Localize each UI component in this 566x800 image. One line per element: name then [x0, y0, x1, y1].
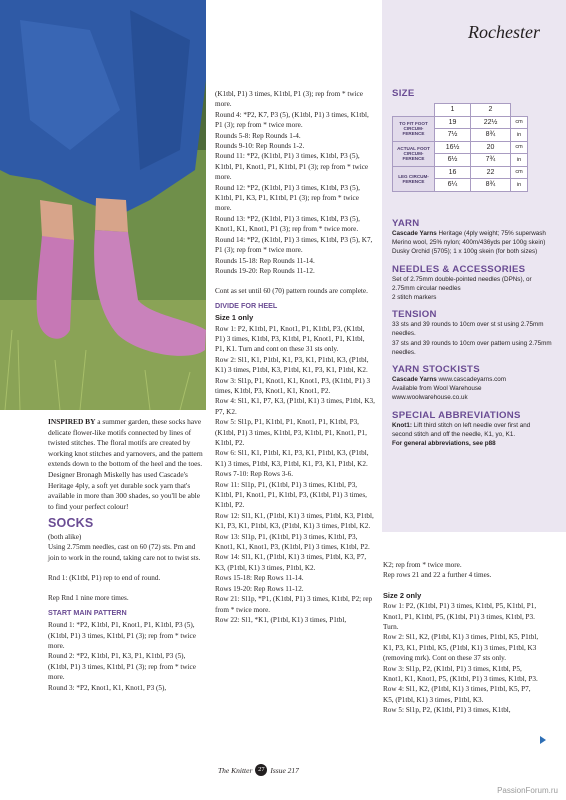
heel-row: Row 2: Sl1, K2, (P1tbl, K1) 3 times, P1tbl, K5, P1tbl, K1, P3, K1, P1tbl, K5, (P1tbl, K1) 3 times, P1tbl, K3 (removing mrk). Cont on these 37 sts only.	[383, 633, 539, 663]
size-cell: 7¾	[471, 154, 511, 167]
size-cell: 6½	[435, 154, 471, 167]
heel-row: Row 11: Sl1p, P1, (K1tbl, P1) 3 times, K1tbl, P3, K1tbl, P1, Knot1, P1, K1tbl, P3, (K1tbl, P1) 3 times, K1tbl, P2.	[215, 480, 367, 510]
pattern-line: Rounds 19-20: Rep Rounds 11-12.	[215, 266, 315, 275]
abbr-term: Knot1:	[392, 421, 412, 429]
size-cell: 22½	[471, 116, 511, 129]
heel-row: Row 6: Sl1, K1, P1tbl, K1, P3, K1, P1tbl, K3, (P1tbl, K1) 3 times, P1tbl, K3, P1tbl, K1, P3, K1, P1tbl, K2.	[215, 449, 369, 468]
column-pattern	[215, 89, 375, 625]
size-row-label: ACTUAL FOOT CIRCUM-FERENCE	[393, 141, 435, 166]
heel-row: Row 2: Sl1, K1, P1tbl, K1, P3, K1, P1tbl, K3, (P1tbl, K1) 3 times, P1tbl, K3, P1tbl, K1, P3, K1, P1tbl, K2.	[215, 355, 369, 375]
watermark: PassionForum.ru	[497, 786, 558, 795]
size-table	[392, 103, 528, 192]
magazine-name: The Knitter	[218, 765, 253, 775]
size2-heading: Size 2 only	[383, 590, 422, 600]
pattern-line: Round 13: *P2, (K1tbl, P1) 3 times, K1tbl, P3 (5), Knot1, K1, Knot1, P1 (3); rep from * twice more.	[215, 214, 360, 234]
size-cell: 7½	[435, 129, 471, 142]
heel-row: Row 1: P2, K1tbl, P1, Knot1, P1, K1tbl, P3, (K1tbl, P1) 3 times, K1tbl, P3, K1tbl, P1, Knot1, P1, K1tbl, P1, K1. Turn and cont on these 31 sts only.	[215, 324, 365, 354]
pattern-line: Cont as set until 60 (70) pattern rounds are complete.	[215, 287, 368, 296]
heel-row: Rows 7-10: Rep Rows 3-6.	[215, 470, 294, 479]
size-cell: 19	[435, 116, 471, 129]
heel-row: Rows 15-18: Rep Rows 11-14.	[215, 574, 304, 583]
pattern-line: Round 11: *P2, (K1tbl, P1) 3 times, K1tbl, P3 (5), K1tbl, P1, Knot1, P1, K1tbl, P1 (3); rep from * twice more.	[215, 152, 369, 182]
stockists-url2[interactable]: www.woolwarehouse.co.uk	[392, 394, 468, 402]
pattern-line: (K1tbl, P1) 3 times, K1tbl, P1 (3); rep from * twice more.	[215, 90, 363, 109]
heel-row: Row 5: Sl1p, P2, (K1tbl, P1) 3 times, K1tbl,	[383, 706, 511, 715]
pattern-line: Round 4: *P2, K7, P3 (5), (K1tbl, P1) 3 times, K1tbl, P1 (3); rep from * twice more.	[215, 110, 369, 130]
issue-number: Issue 217	[270, 765, 299, 775]
markers-text: 2 stitch markers	[392, 294, 437, 302]
size-unit: in	[511, 154, 528, 167]
yarn-heading: YARN	[392, 218, 420, 229]
heel-row: Row 5: Sl1p, P1, K1tbl, P1, Knot1, P1, K1tbl, P3, (K1tbl, P1) 3 times, K1tbl, P3, K1tbl, P1, Knot1, P1, K1tbl, P2.	[215, 418, 367, 447]
yarn-colour: Dusky Orchid (5705); 1 x 100g skein (for both sizes)	[392, 248, 538, 256]
intro-text: a summer garden, these socks have delicate flower-like motifs connected by lines of twisted stitches. The floral motifs are created by working knot stitches and yarnovers, and the pattern extends down to the bottom of the heel and the toes. Designer Bronagh Miskelly has used Cascade's Heritage 4ply, a soft yet durable sock yarn that's available in more than 300 shades, so you'll be able to find your perfect colour!	[48, 417, 203, 511]
size-col-2: 2	[471, 104, 511, 117]
size-col-1: 1	[435, 104, 471, 117]
stockists-available: Available from Wool Warehouse	[392, 385, 482, 393]
heel-row: Row 4: Sl1, K2, (P1tbl, K1) 3 times, P1tbl, K5, P7, K5, (P1tbl, K1) 3 times, P1tbl, K3.	[383, 685, 531, 704]
socks-heading: SOCKS	[48, 516, 94, 531]
abbreviation-knot1	[392, 421, 552, 439]
sidebar-details	[392, 218, 552, 448]
column-size2	[383, 560, 541, 716]
pattern-title: Rochester	[468, 22, 540, 42]
yarn-desc: Heritage (4ply weight; 75% superwash Merino wool, 25% nylon; 400m/436yds per 100g skein)	[392, 230, 546, 247]
size-row-label: TO FIT FOOT CIRCUM-FERENCE	[393, 116, 435, 141]
size-unit: cm	[511, 141, 528, 154]
heel-row: Row 13: Sl1p, P1, (K1tbl, P1) 3 times, K1tbl, P3, Knot1, K1, Knot1, P3, (K1tbl, P1) 3 times, K1tbl, P2.	[215, 532, 370, 552]
sock-photo	[0, 0, 206, 410]
socks-rep: Rep Rnd 1 nine more times.	[48, 594, 129, 603]
heel-row: Row 22: Sl1, *K1, (P1tbl, K1) 3 times, P1tbl,	[215, 615, 347, 624]
size-cell: 22	[471, 166, 511, 179]
size-unit: cm	[511, 116, 528, 129]
round-1: Round 1: *P2, K1tbl, P1, Knot1, P1, K1tbl, P3 (5), (K1tbl, P1) 3 times, K1tbl, P1 (3); rep from * twice more.	[48, 621, 196, 650]
heel-row: Row 12: Sl1, K1, (P1tbl, K1) 3 times, P1tbl, K3, P1tbl, K1, P3, K1, P1tbl, K3, (P1tbl, K1) 3 times, P1tbl, K2.	[215, 511, 374, 531]
page-footer	[218, 764, 299, 776]
pattern-line: Rounds 5-8: Rep Rounds 1-4.	[215, 131, 301, 140]
stockists-url[interactable]: www.cascadeyarns.com	[436, 376, 506, 384]
pattern-line: Round 12: *P2, (K1tbl, P1) 3 times, K1tbl, P3 (5), K1tbl, P1, K3, P1, K1tbl, P1 (3); rep from * twice more.	[215, 183, 360, 213]
stockists-heading: YARN STOCKISTS	[392, 364, 480, 376]
size-cell: 8¾	[471, 179, 511, 192]
socks-cast-on: Using 2.75mm needles, cast on 60 (72) sts. Pm and join to work in the round, taking care not to twist sts.	[48, 543, 201, 562]
start-pattern-heading: START MAIN PATTERN	[48, 607, 127, 617]
pattern-line: Rep rows 21 and 22 a further 4 times.	[383, 571, 492, 580]
pattern-line: Rounds 15-18: Rep Rounds 11-14.	[215, 256, 315, 265]
size-cell: 8¾	[471, 129, 511, 142]
heel-row: Row 21: Sl1p, *P1, (K1tbl, P1) 3 times, K1tbl, P2; rep from * twice more.	[215, 595, 373, 614]
intro-paragraph	[48, 417, 204, 512]
size-unit: cm	[511, 166, 528, 179]
pattern-line: K2; rep from * twice more.	[383, 561, 462, 569]
size-cell: 6¼	[435, 179, 471, 192]
abbreviations-heading: SPECIAL ABBREVIATIONS	[392, 409, 521, 421]
abbr-text: Lift third stitch on left needle over first and second stitch and off the needle, K1, yo, K1.	[392, 421, 531, 438]
heel-row: Row 3: Sl1p, P2, (K1tbl, P1) 3 times, K1tbl, P5, Knot1, K1, Knot1, P5, (K1tbl, P1) 3 times, K1tbl, P3.	[383, 664, 538, 684]
round-3: Round 3: *P2, Knot1, K1, Knot1, P3 (5),	[48, 683, 167, 692]
heel-row: Rows 19-20: Rep Rows 11-12.	[215, 584, 304, 593]
tension-2: 37 sts and 39 rounds to 10cm over pattern using 2.75mm needles.	[392, 339, 552, 356]
needles-heading: NEEDLES & ACCESSORIES	[392, 263, 526, 275]
size-heading: SIZE	[392, 88, 415, 99]
needles-text: Set of 2.75mm double-pointed needles (DPNs), or 2.75mm circular needles	[392, 275, 532, 292]
intro-lead: INSPIRED BY	[48, 417, 96, 426]
heel-row: Row 3: Sl1p, P1, Knot1, K1, Knot1, P3, (K1tbl, P1) 3 times, K1tbl, P3, Knot1, K1, Knot1, P2.	[215, 376, 371, 395]
socks-rnd1: Rnd 1: (K1tbl, P1) rep to end of round.	[48, 573, 161, 582]
heel-row: Row 1: P2, (K1tbl, P1) 3 times, K1tbl, P5, K1tbl, P1, Knot1, P1, K1tbl, P5, (K1tbl, P1) 3 times, K1tbl, P3. Turn.	[383, 602, 537, 632]
yarn-brand: Cascade Yarns	[392, 230, 437, 237]
size1-heading: Size 1 only	[215, 313, 254, 323]
heel-row: Row 14: Sl1, K1, (P1tbl, K1) 3 times, P1tbl, K3, P7, K3, (P1tbl, K1) 3 times, P1tbl, K2.	[215, 553, 367, 572]
size-cell: 20	[471, 141, 511, 154]
tension-1: 33 sts and 39 rounds to 10cm over st st using 2.75mm needles.	[392, 321, 544, 338]
column-intro	[48, 417, 204, 693]
yarn-text	[392, 229, 552, 247]
continue-arrow-icon	[540, 736, 546, 744]
pattern-line: Round 14: *P2, (K1tbl, P1) 3 times, K1tbl, P3 (5), K7, P1 (3); rep from * twice more.	[215, 235, 373, 255]
socks-both: (both alike)	[48, 532, 82, 541]
size-unit: in	[511, 129, 528, 142]
size-row-label: LEG CIRCUM-FERENCE	[393, 166, 435, 191]
abbr-general: For general abbreviations, see p88	[392, 440, 496, 448]
pattern-line: Rounds 9-10: Rep Rounds 1-2.	[215, 142, 305, 151]
stockists-brand: Cascade Yarns	[392, 376, 437, 384]
round-2: Round 2: *P2, K1tbl, P1, K3, P1, K1tbl, P3 (5), (K1tbl, P1) 3 times, K1tbl, P1 (3); rep from * twice more.	[48, 652, 196, 682]
stockists-line	[392, 375, 552, 384]
tension-heading: TENSION	[392, 309, 437, 321]
size-cell: 16½	[435, 141, 471, 154]
divide-heel-heading: DIVIDE FOR HEEL	[215, 300, 278, 310]
size-unit: in	[511, 179, 528, 192]
heel-row: Row 4: Sl1, K1, P7, K3, (P1tbl, K1) 3 times, P1tbl, K3, P7, K2.	[215, 397, 375, 416]
size-cell: 16	[435, 166, 471, 179]
page-number: 27	[255, 764, 267, 776]
